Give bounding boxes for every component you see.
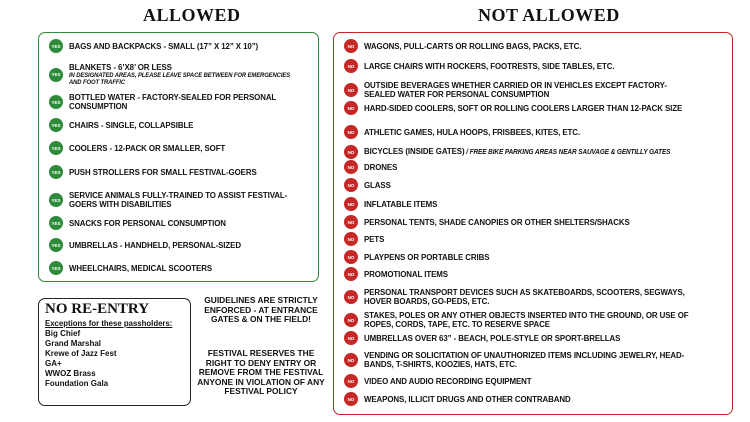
- not-allowed-item: [344, 250, 726, 264]
- passholder-item: Krewe of Jazz Fest: [45, 349, 117, 358]
- yes-badge-icon: YES: [49, 261, 63, 275]
- item-text: [364, 42, 697, 51]
- yes-badge-icon: YES: [49, 141, 63, 155]
- no-badge-icon: NO: [344, 267, 358, 281]
- allowed-list: [39, 33, 318, 281]
- not-allowed-item: [344, 160, 726, 174]
- item-text: [364, 270, 697, 279]
- yes-badge-icon: YES: [49, 238, 63, 252]
- item-label: COOLERS - 12-PACK OR SMALLER, SOFT: [69, 142, 226, 153]
- item-label: INFLATABLE ITEMS: [364, 198, 438, 209]
- yes-badge-icon: YES: [49, 216, 63, 230]
- item-text: [69, 144, 293, 153]
- item-text: [69, 63, 293, 86]
- yes-badge-icon: YES: [49, 193, 63, 207]
- item-label: PERSONAL TRANSPORT DEVICES SUCH AS SKATEBOARDS, SCOOTERS, SEGWAYS, HOVER BOARDS, GO-PEDS, ETC.: [364, 287, 685, 306]
- no-badge-icon: NO: [344, 353, 358, 367]
- no-badge-icon: NO: [344, 215, 358, 229]
- no-reentry-title: NO RE-ENTRY: [45, 301, 150, 317]
- not-allowed-item: [344, 374, 726, 388]
- no-badge-icon: NO: [344, 290, 358, 304]
- yes-badge-icon: YES: [49, 95, 63, 109]
- item-text: [364, 147, 697, 157]
- passholder-item: WWOZ Brass: [45, 369, 96, 378]
- item-label: BAGS AND BACKPACKS - SMALL (17” X 12” X 10”): [69, 40, 259, 51]
- passholder-item: Foundation Gala: [45, 379, 109, 388]
- item-label: HARD-SIDED COOLERS, SOFT OR ROLLING COOLERS LARGER THAN 12-PACK SIZE: [364, 102, 683, 113]
- item-text: [364, 163, 697, 172]
- item-label: GLASS: [364, 179, 391, 190]
- allowed-item: [49, 141, 312, 155]
- allowed-list-box: [38, 32, 319, 282]
- no-badge-icon: NO: [344, 392, 358, 406]
- not-allowed-list-box: [333, 32, 733, 415]
- item-label: VENDING OR SOLICITATION OF UNAUTHORIZED ITEMS INCLUDING JEWELRY, HEAD-BANDS, T-SHIRTS, KOOZIES, HATS, ETC.: [364, 350, 685, 369]
- no-badge-icon: NO: [344, 250, 358, 264]
- item-label: PROMOTIONAL ITEMS: [364, 268, 448, 279]
- item-label: WHEELCHAIRS, MEDICAL SCOOTERS: [69, 262, 213, 273]
- allowed-heading: ALLOWED: [143, 5, 241, 25]
- not-allowed-item: [344, 125, 726, 139]
- item-text: [364, 351, 697, 369]
- item-text: [69, 168, 293, 177]
- item-text: [69, 264, 293, 273]
- not-allowed-item: [344, 288, 726, 306]
- not-allowed-item: [344, 215, 726, 229]
- allowed-item: [49, 191, 312, 209]
- not-allowed-item: [344, 39, 726, 53]
- item-text: [364, 200, 697, 209]
- item-label: PUSH STROLLERS FOR SMALL FESTIVAL-GOERS: [69, 166, 257, 177]
- no-reentry-subtitle: Exceptions for these passholders:: [45, 319, 173, 328]
- allowed-item: [49, 63, 312, 86]
- item-label: BLANKETS - 6’X8’ OR LESS: [69, 62, 172, 72]
- item-label: LARGE CHAIRS WITH ROCKERS, FOOTRESTS, SIDE TABLES, ETC.: [364, 60, 615, 71]
- no-badge-icon: NO: [344, 178, 358, 192]
- no-badge-icon: NO: [344, 83, 358, 97]
- not-allowed-item: [344, 81, 726, 99]
- item-text: [69, 121, 293, 130]
- no-badge-icon: NO: [344, 59, 358, 73]
- not-allowed-list: [334, 33, 732, 414]
- passholder-list: [45, 329, 184, 389]
- item-text: [69, 241, 293, 250]
- item-text: [364, 128, 697, 137]
- item-label: UMBRELLAS OVER 63” - BEACH, POLE-STYLE OR SPORT-BRELLAS: [364, 332, 621, 343]
- item-label: STAKES, POLES OR ANY OTHER OBJECTS INSERTED INTO THE GROUND, OR USE OF ROPES, CORDS, TAPE, ETC. TO RESERVE SPACE: [364, 310, 689, 329]
- item-text: [364, 253, 697, 262]
- not-allowed-item: [344, 311, 726, 329]
- allowed-item: [49, 261, 312, 275]
- item-label: DRONES: [364, 161, 398, 172]
- no-reentry-box: [38, 298, 191, 406]
- yes-badge-icon: YES: [49, 165, 63, 179]
- yes-badge-icon: YES: [49, 68, 63, 82]
- item-label: VIDEO AND AUDIO RECORDING EQUIPMENT: [364, 375, 532, 386]
- item-text: [364, 288, 697, 306]
- item-text: [69, 219, 293, 228]
- no-badge-icon: NO: [344, 101, 358, 115]
- yes-badge-icon: YES: [49, 39, 63, 53]
- passholder-item: Big Chief: [45, 329, 81, 338]
- item-text: [364, 62, 697, 71]
- not-allowed-heading: NOT ALLOWED: [478, 5, 620, 25]
- no-badge-icon: NO: [344, 197, 358, 211]
- guidelines-enforced-text: GUIDELINES ARE STRICTLY ENFORCED - AT ENTRANCE GATES & ON THE FIELD!: [204, 295, 318, 325]
- not-allowed-item: [344, 101, 726, 115]
- item-label: OUTSIDE BEVERAGES WHETHER CARRIED OR IN VEHICLES EXCEPT FACTORY-SEALED WATER FOR PERSONAL CONSUMPTION: [364, 80, 667, 99]
- item-label: PERSONAL TENTS, SHADE CANOPIES OR OTHER SHELTERS/SHACKS: [364, 216, 630, 227]
- allowed-item: [49, 93, 312, 111]
- item-label: ATHLETIC GAMES, HULA HOOPS, FRISBEES, KITES, ETC.: [364, 126, 581, 137]
- allowed-item: [49, 165, 312, 179]
- item-text: [364, 395, 697, 404]
- not-allowed-item: [344, 178, 726, 192]
- no-badge-icon: NO: [344, 313, 358, 327]
- item-label: PLAYPENS OR PORTABLE CRIBS: [364, 251, 490, 262]
- item-label: SNACKS FOR PERSONAL CONSUMPTION: [69, 217, 226, 228]
- not-allowed-item: [344, 392, 726, 406]
- not-allowed-item: [344, 145, 726, 159]
- no-badge-icon: NO: [344, 232, 358, 246]
- yes-badge-icon: YES: [49, 118, 63, 132]
- festival-rights-text: FESTIVAL RESERVES THE RIGHT TO DENY ENTRY OR REMOVE FROM THE FESTIVAL ANYONE IN VIOLATION OF ANY FESTIVAL POLICY: [197, 348, 325, 397]
- not-allowed-item: [344, 197, 726, 211]
- not-allowed-item: [344, 351, 726, 369]
- item-text: [364, 181, 697, 190]
- no-badge-icon: NO: [344, 160, 358, 174]
- item-text: [364, 377, 697, 386]
- no-badge-icon: NO: [344, 145, 358, 159]
- item-text: [364, 311, 697, 329]
- passholder-item: Grand Marshal: [45, 339, 102, 348]
- item-label: WEAPONS, ILLICIT DRUGS AND OTHER CONTRABAND: [364, 393, 571, 404]
- item-label: BICYCLES (INSIDE GATES): [364, 146, 465, 156]
- item-text: [364, 104, 697, 113]
- item-text: [364, 235, 697, 244]
- no-badge-icon: NO: [344, 39, 358, 53]
- item-label: WAGONS, PULL-CARTS OR ROLLING BAGS, PACKS, ETC.: [364, 40, 582, 51]
- not-allowed-item: [344, 331, 726, 345]
- allowed-item: [49, 118, 312, 132]
- item-note: / FREE BIKE PARKING AREAS NEAR SAUVAGE & GENTILLY GATES: [464, 149, 671, 156]
- item-text: [69, 42, 293, 51]
- no-badge-icon: NO: [344, 374, 358, 388]
- allowed-item: [49, 238, 312, 252]
- not-allowed-item: [344, 232, 726, 246]
- item-text: [364, 334, 697, 343]
- not-allowed-item: [344, 59, 726, 73]
- no-badge-icon: NO: [344, 125, 358, 139]
- item-text: [364, 81, 697, 99]
- item-label: UMBRELLAS - HANDHELD, PERSONAL-SIZED: [69, 239, 241, 250]
- no-badge-icon: NO: [344, 331, 358, 345]
- item-label: BOTTLED WATER - FACTORY-SEALED FOR PERSONAL CONSUMPTION: [69, 92, 277, 111]
- allowed-item: [49, 39, 312, 53]
- not-allowed-item: [344, 267, 726, 281]
- item-label: CHAIRS - SINGLE, COLLAPSIBLE: [69, 119, 194, 130]
- item-text: [69, 191, 293, 209]
- item-label: PETS: [364, 233, 385, 244]
- allowed-item: [49, 216, 312, 230]
- passholder-item: GA+: [45, 359, 62, 368]
- item-text: [69, 93, 293, 111]
- item-label: SERVICE ANIMALS FULLY-TRAINED TO ASSIST FESTIVAL-GOERS WITH DISABILITIES: [69, 190, 288, 209]
- item-subtext: IN DESIGNATED AREAS, PLEASE LEAVE SPACE BETWEEN FOR EMERGENCIES AND FOOT TRAFFIC: [69, 72, 291, 86]
- item-text: [364, 218, 697, 227]
